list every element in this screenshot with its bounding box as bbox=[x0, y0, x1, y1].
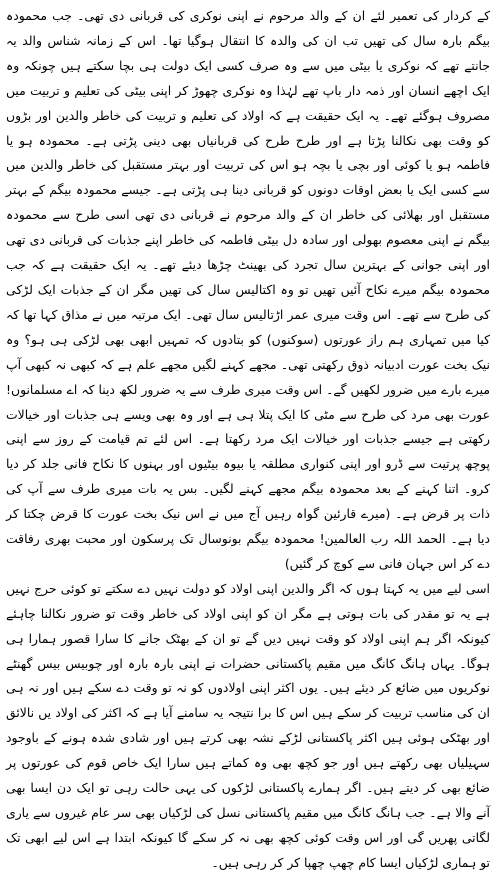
paragraph-2: اسی لیے میں یہ کہتا ہوں کہ اگر والدین اپنی اولاد کو دولت نہیں دے سکتے تو کوئی حرج نہیں ہے یہ تو مقدر کی بات ہوتی ہے مگر ان کو اپنی اولاد کی خاطر وقت تو ضرور نکالنا چاہئے کیونکہ اگر ہم اپنی اولاد کو وقت نہیں دیں گے تو ان کے بھٹک جانے کا سارا قصور ہمارا ہی ہوگا۔ یہاں ہانگ کانگ میں مقیم پاکستانی حضرات نے اپنی بارہ بارہ اور چوبیس بیس گھنٹے نوکریوں میں ضائع کر دیئے ہیں۔ یوں اکثر اپنی اولادوں کو نہ تو وقت دے سکے ہیں اور نہ ہی ان کی مناسب تربیت کر سکے ہیں اس کا برا نتیجہ یہ سامنے آیا ہے کہ اکثر کی اولاد یں نالائق اور بھٹکی ہوئی ہیں اکثر پاکستانی لڑکے نشہ بھی کرتے ہیں اور شادی شدہ ہونے کے باوجود سہیلیاں بھی رکھتے ہیں اور جو کچھ بھی وہ کماتے ہیں سارا ایک خاص قوم کی عورتوں پر ضائع بھی کر دیتے ہیں۔ اگر ہمارے پاکستانی لڑکوں کی یہی حالت رہی تو ایک دن ایسا بھی آنے والا ہے۔ جب ہانگ کانگ میں مقیم پاکستانی نسل کی لڑکیاں بھی سر عام غیروں سے یاری لگاتی پھریں گی اور اس وقت کوئی کچھ بھی نہ کر سکے گا کیونکہ ابتدا ہے اس لیے ابھی تک تو ہماری لڑکیاں ایسا کام چھپ چھپا کر کر رہی ہیں۔ bbox=[6, 580, 490, 870]
paragraph-1: کے کردار کی تعمیر لئے ان کے والد مرحوم نے اپنی نوکری کی قربانی دی تھی۔ جب محمودہ بیگم بارہ سال کی تھیں تب ان کی والدہ کا انتقال ہوگیا تھا۔ اس کے زمانہ شناس والد یہ جانتے تھے کہ نوکری یا بیٹی میں سے وہ صرف کسی ایک دولت ہی بچا سکتے ہیں چونکہ وہ ایک اچھے انسان اور ذمہ دار باپ تھے لہٰذا وہ نوکری چھوڑ کر اپنی بیٹی کی تعلیم و تربیت میں مصروف ہوگئے تھے۔ یہ ایک حقیقت ہے کہ اولاد کی تعلیم و تربیت کی خاطر والدین اور بڑوں کو وقت بھی نکالنا پڑتا ہے اور طرح طرح کی قربانیاں بھی دینی پڑتی ہے۔ محمودہ ہو یا فاطمہ ہو یا کوئی اور بچی یا بچہ ہو اس کی تربیت اور بہتر مستقبل کی خاطر والدین میں سے کسی ایک یا بعض اوقات دونوں کو قربانی دینا ہی پڑتی ہے۔ جیسے محمودہ بیگم کے بہتر مستقبل اور بھلائی کی خاطر ان کے والد مرحوم نے قربانی دی تھی اسی طرح سے محمودہ بیگم نے اپنی معصوم بھولی اور سادہ دل بیٹی فاطمہ کی خاطر اپنے جذبات کی قربانی دی تھی اور اپنی جوانی کے بہترین سال تجرد کی بھینٹ چڑھا دیئے تھے۔ یہ ایک حقیقت ہے کہ جب محمودہ بیگم میرے نکاح آئیں تھیں تو وہ اکتالیس سال کی تھیں مگر ان کے جذبات ایک لڑکی کی طرح سے تھے۔ اس وقت میری عمر اڑتالیس سال تھی۔ ایک مرتبہ میں نے مذاق کہا تھا کہ کیا میں تمہاری ہم راز عورتوں (سوکنوں) کو بتادوں کہ تمہیں ابھی بھی لڑکی ہی ہو؟ وہ نیک بخت عورت ادبیانہ ذوق رکھتی تھی۔ مجھے کہنے لگیں مجھے علم ہے کہ کبھی نہ کبھی آپ میرے بارے میں ضرور لکھیں گے۔ اس وقت میری طرف سے یہ ضرور لکھ دینا کہ اے مسلمانوں! عورت بھی مرد کی طرح سے مٹی کا ایک پتلا ہی ہے اور وہ بھی ویسے ہی جذبات اور خیالات رکھتی ہے جیسے جذبات اور خیالات ایک مرد رکھتا ہے۔ اس لئے تم قیامت کے روز سے اپنی پوچھ پرتیت سے ڈرو اور اپنی کنواری مطلقہ یا بیوہ بیٹیوں اور بہنوں کا نکاح فانی جلد کر دیا کرو۔ اتنا کہنے کے بعد محمودہ بیگم مجھے کہنے لگیں۔ بس یہ بات میری طرف سے آپ کی ذات پر قرض ہے۔ (میرے قارئین گواہ رہیں آج میں نے اس نیک بخت عورت کا قرض چکتا کر دیا ہے۔ الحمد اللہ رب العالمین! محمودہ بیگم بونوسال تک پرسکون اور محبت بھری رفاقت دے کر اس جہان فانی سے کوچ کر گئیں) bbox=[6, 8, 490, 571]
article-body bbox=[6, 4, 490, 876]
